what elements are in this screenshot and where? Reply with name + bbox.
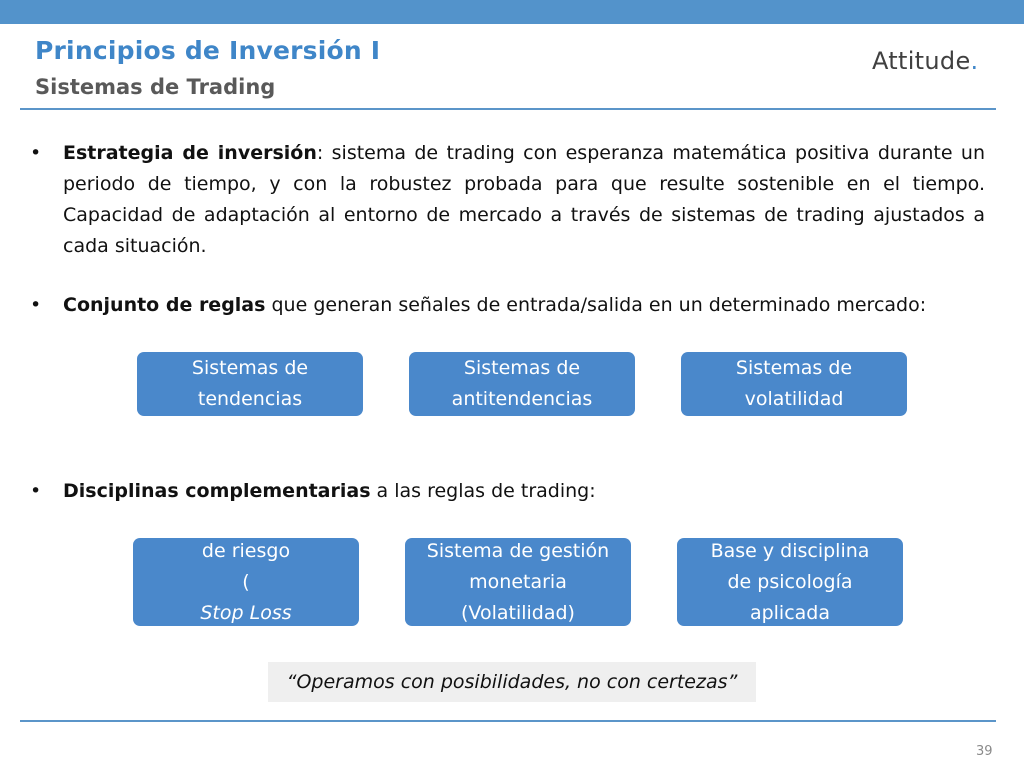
bullet-text [63, 138, 985, 262]
box-line: Base y disciplina [710, 539, 870, 562]
box-line: volatilidad [744, 388, 844, 410]
footer-divider [20, 720, 996, 722]
bullet-text [63, 476, 963, 507]
bullet-dot-icon: • [30, 480, 42, 502]
page-subtitle: Sistemas de Trading [35, 75, 276, 99]
paren-open: ( [242, 570, 250, 593]
bullet-dot-icon: • [30, 294, 42, 316]
box-gestion-monetaria [405, 538, 631, 626]
logo-dot: . [970, 47, 979, 75]
bullet-body: : sistema de trading con esperanza matemática positiva durante un periodo de tiempo, y con la robustez probada para que resulte sostenible en el tiempo. Capacidad de adaptación al entorno de mercado a través de sistemas de trading ajustados a cada situación. [63, 142, 985, 257]
box-sistemas-antitendencias [409, 352, 635, 416]
box-line: Sistemas de [735, 357, 853, 379]
box-control-riesgo [133, 508, 359, 655]
bullet-bold: Estrategia de inversión [63, 142, 317, 164]
box-sistemas-volatilidad [681, 352, 907, 416]
paren-close: ) [242, 632, 250, 655]
box-line: Sistema de gestión [426, 539, 610, 562]
box-line: de riesgo [201, 539, 291, 562]
box-sistemas-tendencias [137, 352, 363, 416]
page-number: 39 [976, 744, 993, 759]
box-line: monetaria [469, 570, 567, 593]
attitude-logo [872, 47, 978, 75]
box-line: (Volatilidad) [461, 601, 575, 624]
box-line: Sistemas de [463, 357, 581, 379]
bullet-bold: Conjunto de reglas [63, 294, 266, 316]
header-divider [20, 108, 996, 110]
bullet-text [63, 290, 1003, 321]
box-line: de psicología [727, 570, 853, 593]
box-line: Sistemas de [191, 357, 309, 379]
box-line [161, 567, 331, 660]
bullet-dot-icon: • [30, 142, 42, 164]
quote-box: “Operamos con posibilidades, no con certezas” [268, 662, 756, 702]
box-line: Modelo de control [160, 508, 332, 531]
stop-loss-text: Stop Loss [200, 601, 292, 624]
bullet-body: a las reglas de trading: [370, 480, 596, 502]
logo-text: Attitude [872, 47, 971, 75]
box-line: antitendencias [451, 388, 593, 410]
top-band [0, 0, 1024, 24]
page-title: Principios de Inversión I [35, 36, 381, 65]
box-psicologia [677, 538, 903, 626]
box-line: tendencias [197, 388, 303, 410]
bullet-bold: Disciplinas complementarias [63, 480, 371, 502]
bullet-body: que generan señales de entrada/salida en un determinado mercado: [265, 294, 927, 316]
box-line: aplicada [749, 601, 831, 624]
